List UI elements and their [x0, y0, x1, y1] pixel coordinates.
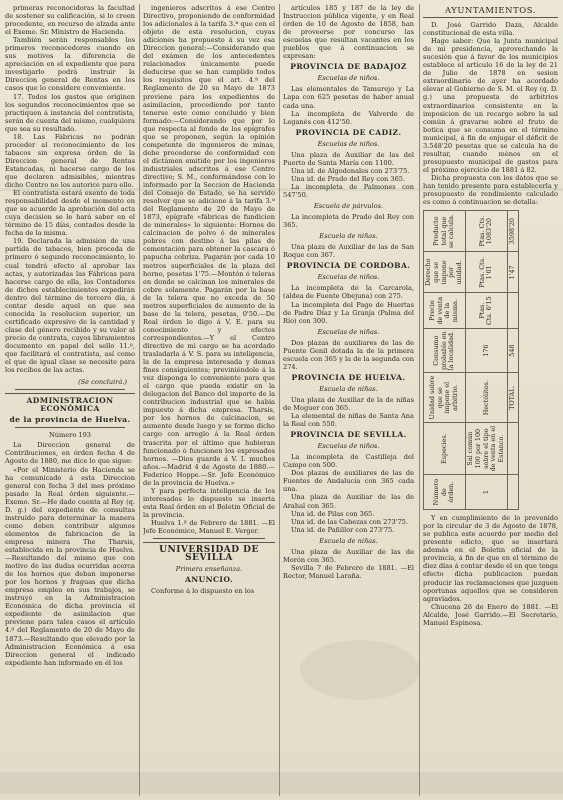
paragraph: El contratista estará exento de toda responsabilidad desde el momento en que se acuerde la aprobación del acta cuya decision se le hará saber en el término de 15 días, contados desde la fecha de la misma.: [5, 189, 135, 238]
column-divider: [419, 4, 420, 796]
school-type: Escuelas de niños.: [317, 139, 380, 148]
divider: [15, 427, 125, 428]
province-heading: PROVINCIA DE HUELVA.: [291, 372, 406, 382]
paragraph: D. José Garrido Daza, Alcalde constitucional de esta villa.: [423, 21, 558, 38]
table-cell: [507, 293, 518, 328]
paragraph: Una id. de Pilas con 365.: [291, 509, 375, 518]
table-total-row: [507, 211, 518, 510]
school-type: Escuelas de niños.: [317, 442, 380, 451]
column-4: [423, 4, 558, 796]
paragraph: La incompleta de la Carcarola, (aldea de Fuente Obejuna) con 275.: [283, 284, 414, 301]
signature: Sevilla 7 de Febrero de 1881. —El Rector, Manuel Laraña.: [283, 563, 414, 580]
paragraph: ingenieros adscritos á ese Centro Directivo, proponiendo de conformidad los adicionales á la tarifa 3.ª que con el objeto de esta resolucion, cuyas adiciones ha propuesto á su vez esa Direccion general:—Considerando que del exámen de los antecedentes relacionados únicamente puede deducirse que se han cumplido todos los requisitos que el art. 4.º del Reglamento de 20 su Mayo de 1873 previene para los expedientes de asimilacion, procediendo por tanto tenerse este como concluido y bien formado:—Considerando que por lo que respecta al fondo de los epígrafes que se proponen, según la opinión competente de ingenieros de minas, debe procederse de conformidad con el dictámen emitido por los ingenieros industriales adscritos á ese Centro directivo; S. M., conformándose con lo informado por la Seccion de Hacienda del Consejo de Estado, se ha servido resolver que se adicione á la tarifa 3.ª del Reglamento de 20 de Mayo de 1873, epígrafe «fábricas de fundicion de minerales» lo siguiente: Hornos de calcinacion de polvo ó de minerales pobres con destino á las pilas de cementacion para obtener la cascara ó papucha cobriza. Pagarán por cada 10 metros superficiales de la plaza del horno, pesetas 1'75.—Montón ó teleras en donde se calcinan los minerales de cobre solamente. Pagarán por la base de la telera que no exceda de 50 metros superficiales de aumento de la base de la telera, pesetas, 0'50.—De Real órden lo digo á V. E. para su conocimiento y efectos correspondientes.—Y el Centro directivo de mi cargo se ha acordado trasladarla á V. S. para su inteligencia, la de la empresa interesada y demas fines consiguientes; previniéndole á la vez disponga lo conveniente para que el cargo que pueda existir en la delegacion del Banco del importe de la contribucion industrial que se habia impuesto á dicha empresa. Tharsis, por los hornos de calcinacion, se aumente desde luego y se forme dicho cargo con arreglo á la Real órden trascrita por el último que hubieran funcionado ó funcionen los expresados hornos. —Dios guarde á V. I. muchos años.—Madrid 4 de Agosto de 1880.—Federico Hoppe.—Sr. Jefe Económico de la provincia de Huelva.»: [143, 4, 275, 487]
paragraph: Una id. de Pañillor con 273'75.: [291, 525, 395, 534]
table: [423, 210, 519, 510]
document-number: Número 193: [49, 431, 91, 440]
province-heading: PROVINCIA DE BADAJOZ: [290, 62, 407, 72]
paragraph: Y para perfecta inteligencia de los interesados lo dispuesto se inserta esta Real órden en el Boletin Oficial de la provincia.: [143, 486, 275, 519]
paragraph: Una plaza de Auxiliar de las del Puerto de Santa María con 1100.: [283, 150, 414, 167]
paragraph: Dos plazas de auxiliares de las de Puente Genil dotada la de la primera escuela con 365 y la de la segunda con 274.: [283, 338, 414, 371]
column-3: [283, 4, 414, 796]
school-type: Escuela de párvulos.: [313, 202, 384, 211]
school-type: Escuelas de niños.: [317, 74, 380, 83]
paragraph: La incompleta del Pago de Huertas de Padre Díaz y La Granja (Palma del Río) con 300.: [283, 300, 414, 325]
divider: [153, 538, 265, 539]
section-subtitle: de la provincia de Huelva.: [9, 415, 131, 425]
column-2: [143, 4, 275, 796]
paragraph: Una plaza de Auxiliar de las de Arahal con 365.: [283, 493, 414, 510]
paragraph: primeras reconocidoras la facultad de sostener su calificación, si lo creen procedente, en recurso de alzada ante el Exemo. Sr. Ministro de Hacienda.: [5, 4, 135, 37]
table-header: Precio de venta de la misma.: [424, 293, 466, 328]
table-header: Consumo probable en la localidad.: [424, 328, 466, 373]
table-cell: [507, 475, 518, 510]
table-cell: Ptas. Cts. 6'15: [465, 293, 507, 328]
paragraph: artículos 185 y 187 de la ley de Instruccion pública vigente, y en Real órden de 10 de Agosto de 1858, han de proveerse por concurso las escuelas que resultan vacantes en los pueblos que á continuacion se expresan:: [283, 4, 414, 61]
paragraph: Una plaza de Auxiliar de las de San Roque con 367.: [283, 243, 414, 260]
paragraph: Conforme á lo dispuesto en los: [151, 587, 255, 596]
table-cell: Ptas. Cts. 1083'20: [465, 211, 507, 252]
paragraph: La incompleta de Prado del Rey con 365.: [283, 213, 414, 230]
table-cell: Hectólitos.: [465, 373, 507, 423]
section-subtitle: Primera enseñanza.: [175, 565, 243, 574]
school-type: Escuela de niñas.: [319, 232, 378, 241]
paragraph: Dicha propuesta con los datos que se han tenido presente para establecerla y presupuesto de rendimiento calculado es como á continuacion se detalla:: [423, 173, 558, 207]
paragraph: La incompleta de Valverde de Leganés con 412'50.: [283, 109, 414, 126]
table-cell: Ptas. Cts. 1'01: [465, 252, 507, 293]
school-type: Escuelas de niños.: [317, 273, 380, 282]
table-header: Producto total que se calcula.: [424, 211, 466, 252]
province-heading: PROVINCIA DE CORDOBA.: [286, 261, 411, 271]
divider: [15, 389, 125, 390]
signature: Chucena 26 de Enero de 1881. —El Alcalde, José Garrido.—El Secretario, Manuel Espinosa.: [423, 602, 558, 627]
paragraph: Una id. de las Cabezas con 273'75.: [291, 517, 408, 526]
paragraph: También serán responsables los primeros reconocedores cuando en sus motivos la diferencia de apreciación en el expediente que para investigarlo podrá instruir la Direccion general de Rentas en los casos que lo considere conveniente.: [5, 36, 135, 93]
paragraph: Huelva 1.º de Febrero de 1881. —El Jefe Económico, Manuel E. Verger.: [143, 519, 275, 536]
table-cell: [507, 423, 518, 475]
table-cell: 548: [507, 328, 518, 373]
column-divider: [279, 4, 280, 796]
rotated-table: [423, 210, 558, 510]
paragraph: 19. Declarada la admision de una partida de tabacos, bien proceda de primero ó segundo reconocimiento, lo cual tendrá efecto al aprobar las actas, y autorizadas las Fábricas para hacerse cargo de ella, los Contadores de dichos establecimientos expedirán dentro del término de tercero día, á contar desde aquel en que sea conocida la resolucion superior, un certificado expresivo de la cantidad y clase del género recibido y su valor al precio de contrata, cuyos libramientos documento en papel del sello 11.º, que facilitará el contratista, así como el que de igual clase se necesite para los recibos de las actas.: [5, 237, 135, 375]
school-type: Escuela de niñas.: [319, 536, 378, 545]
table-header: Unidad sobre que se impone el arbitrio.: [424, 373, 466, 423]
to-be-continued: (Se concluirá.): [78, 378, 127, 387]
paragraph: «Por el Ministerio de Hacienda se ha comunicado á esta Direccion general con fecha 3 del mes próximo pasado la Real órden siguiente.—Exemo. Sr.—He dado cuenta al Rey (q. D. g.) del expediente de consultas instruido para determinar la manera como deben contribuir algunos elementos de fabricacion de la empresa minera The Tharsis, establecida en la provincia de Huelva.—Resultando del mismo que con motivo de las dudas ocurridas acerca de los hornos que deban imponerse por los hornos y fraguas que dicha empresa emplea en sus trabajos, se instruyó en la Administracion Económica de dicha provincia el expediente de asimilacion que previene para tales casos el artículo 4.º del Reglamento de 20 de Mayo de 1873.—Resultando que elevado por la Administracion Económica á esa Direccion general el indicado expediente han informado en él los: [5, 465, 135, 667]
province-heading: PROVINCIA DE CADIZ.: [295, 127, 402, 137]
paragraph: La Direccion general de Contribuciones, en órden fecha 4 de Agosto de 1880, me dice lo que sigue:: [5, 441, 135, 466]
paragraph: La elemental de niñas de Santa Ana la Real con 550.: [283, 412, 414, 429]
paragraph: La incompleta de Castilleja del Campo con 500.: [283, 453, 414, 470]
announcement-title: ANUNCIO.: [184, 575, 233, 585]
column-1: [5, 4, 135, 796]
table-header: Número de órden.: [424, 475, 466, 510]
paragraph: 18. Las Fábricas no podrán proceder al reconocimiento de los tabacos sin expresa órden de la Direccion general de Rentas Estancadas, ni hacerse cargo de los que declaren admisibles, mientras dicho Centro no los autorice para ello.: [5, 132, 135, 190]
paragraph: 17. Todos los gastos que originen los segundos reconocimientos que se practiquen á instancia del contratista, serán de cuenta del mismo, cualquiera que sea su resultado.: [5, 92, 135, 133]
school-type: Escuela de niñas.: [319, 384, 378, 393]
section-title: AYUNTAMIENTOS.: [444, 5, 537, 15]
paragraph: Dos plazas de auxiliares de las de Fuentes de Andalucía con 365 cada una.: [283, 469, 414, 494]
table-header: Derecho que se impone por unidad.: [424, 252, 466, 293]
table-cell: 1'47: [507, 252, 518, 293]
section-title: ADMINISTRACION ECONÓMICA: [26, 396, 114, 414]
table-header: Especies.: [424, 423, 466, 475]
school-type: Escuelas de niñas.: [317, 327, 380, 336]
table-cell: 176: [465, 328, 507, 373]
table-cell: Sal común 100 por 100 sobre el tipo de venta en el Estanco.: [465, 423, 507, 475]
divider: [423, 17, 558, 18]
paragraph: Y en cumplimiento de lo prevenido por la circular de 3 de Agosto de 1878, se publica este acuerdo por medio del presente edicto, que se insertará además en el Boletin oficial de la provincia, á fin de que en el término de diez días á contar desde el en que tenga efecto dicha publicacion puedan producir las reclamaciones que juzguen oportunas aquellos que se consideren agraviados.: [423, 514, 558, 603]
table-row: [465, 211, 507, 510]
paragraph: Una plaza de Auxiliar de las de Morón con 365.: [283, 547, 414, 564]
column-divider: [139, 4, 140, 796]
paragraph: Una id. de Prado del Rey con 365.: [291, 174, 406, 183]
paragraph: Una plaza de Auxiliar de la de niñas de Moguer con 365.: [283, 395, 414, 413]
total-label: TOTAL.: [507, 373, 518, 423]
divider: [143, 542, 275, 543]
province-heading: PROVINCIA DE SEVILLA.: [290, 430, 407, 440]
divider: [5, 393, 135, 394]
table-cell: 1: [465, 475, 507, 510]
arbitrios-table: [423, 210, 558, 510]
paragraph: Hago saber: Que la Junta municipal de mi presidencia, aprovechando la sucesión que á favor de los municipios establece el artículo 16 de la ley de 21 de Julio de 1878 en sesion extraordinaria de ayer ha acordado elevar al Gobierno de S. M. el Rey (q. D. g.) una propuesta de arbitrios extraordinarios consistente en la imposicion de un recargo sobre la sal común á gravarse sobre el fruto de botica que se consuma en el término municipal, á fin de enjugar el déficit de 3.548'20 pesetas que se calcula ha de resultar, cuando mènos en el presupuesto municipal de gastos para el próximo ejercicio de 1881 á 82.: [423, 37, 558, 174]
paragraph: La incompleta de Palmones con 547'50.: [283, 182, 414, 199]
table-cell: 3598'20: [507, 211, 518, 252]
section-title: UNIVERSIDAD DE SEVILLA: [159, 545, 259, 564]
paragraph: Una id. de Algodonales con 273'75.: [291, 166, 410, 175]
paragraph: Las elementales de Tamurejo y La Lapa con 625 pesetas de haber anual cada una.: [283, 85, 414, 110]
